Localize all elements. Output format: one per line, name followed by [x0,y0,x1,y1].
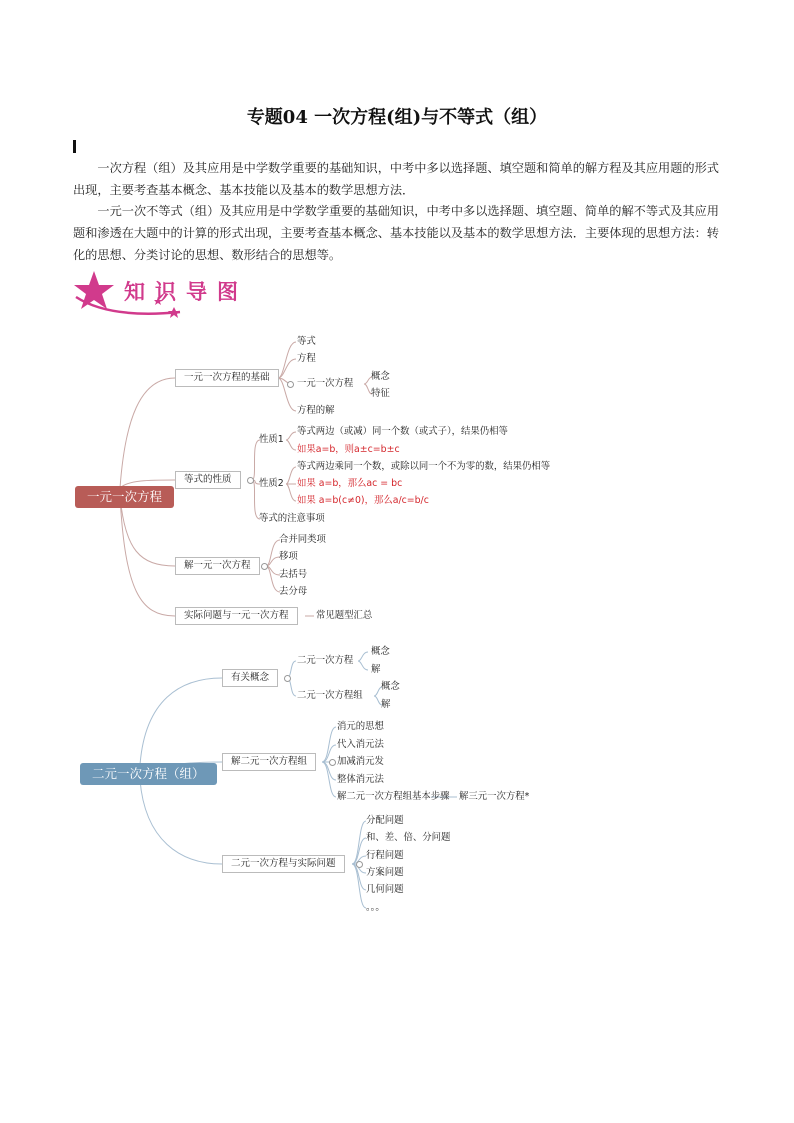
node-property-1: 性质1 [259,434,284,445]
node-concept: 概念 [371,646,390,657]
node-property-2-formula-1: 如果 a=b，那么ac = bc [297,478,403,489]
node-whole-elimination: 整体消元法 [337,774,384,785]
collapse-toggle[interactable] [329,759,336,766]
branch-linear-basics: 一元一次方程的基础 [175,369,279,387]
node-distribution: 分配问题 [366,815,404,826]
node-feature: 特征 [371,388,390,399]
node-basic-steps: 解二元一次方程组基本步骤 [337,791,450,802]
intro-paragraph-2: 一元一次不等式（组）及其应用是中学数学重要的基础知识，中考中多以选择题、填空题、简单的解不等式及其应用题和渗透在大题中的计算的形式出现，主要考查基本概念、基本技能以及基本的数学思想方法．主要体现的思想方法：转化的思想、分类讨论的思想、数形结合的思想等。 [73,204,719,262]
node-equality: 等式 [297,336,316,347]
node-property-1-formula: 如果a=b，则a±c=b±c [297,444,400,455]
node-property-2-text: 等式两边乘同一个数，或除以同一个不为零的数，结果仍相等 [297,461,551,472]
node-elimination-idea: 消元的思想 [337,721,384,732]
node-remove-denominator: 去分母 [279,586,308,597]
node-binary-equation: 二元一次方程 [297,655,354,666]
node-addition-elimination: 加减消元发 [337,756,384,767]
node-solution: 方程的解 [297,405,335,416]
branch-binary-applied: 二元一次方程与实际问题 [222,855,345,873]
branch-applied-problems: 实际问题与一元一次方程 [175,607,298,625]
intro-paragraph-1: 一次方程（组）及其应用是中学数学重要的基础知识，中考中多以选择题、填空题和简单的解方程及其应用题的形式出现，主要考查基本概念、基本技能以及基本的数学思想方法． [73,161,719,197]
branch-related-concepts: 有关概念 [222,669,278,687]
node-binary-system: 二元一次方程组 [297,690,363,701]
collapse-toggle[interactable] [356,861,363,868]
node-equality-notes: 等式的注意事项 [259,513,325,524]
node-linear-equation: 一元一次方程 [297,378,354,389]
page-title: 专题04 一次方程(组)与不等式（组） [246,107,548,128]
node-property-2: 性质2 [259,478,284,489]
collapse-toggle[interactable] [247,477,254,484]
node-property-1-text: 等式两边（或减）同一个数（或式子），结果仍相等 [297,426,508,437]
branch-solve-linear: 解一元一次方程 [175,557,260,575]
node-transpose: 移项 [279,551,298,562]
node-sum-diff: 和、差、倍、分问题 [366,832,451,843]
node-common-types: 常见题型汇总 [316,610,373,621]
node-geometry: 几何问题 [366,884,404,895]
collapse-toggle[interactable] [284,675,291,682]
node-ternary-equation: 解三元一次方程* [459,791,530,802]
node-concept: 概念 [381,681,400,692]
node-etc: 。。。 [366,902,385,913]
node-property-2-formula-2: 如果 a=b(c≠0)，那么a/c=b/c [297,495,429,506]
mindmap-root-binary-equation: 二元一次方程（组） [80,763,217,785]
collapse-toggle[interactable] [287,381,294,388]
node-travel: 行程问题 [366,850,404,861]
node-solution: 解 [381,699,391,710]
collapse-toggle[interactable] [261,563,268,570]
node-solution: 解 [371,664,381,675]
node-remove-brackets: 去括号 [279,569,308,580]
node-substitution: 代入消元法 [337,739,384,750]
mindmap-root-linear-equation: 一元一次方程 [75,486,174,508]
banner-title: 知识导图 [124,280,248,304]
branch-equality-properties: 等式的性质 [175,471,241,489]
node-combine-terms: 合并同类项 [279,534,326,545]
node-concept: 概念 [371,371,390,382]
branch-solve-binary-system: 解二元一次方程组 [222,753,316,771]
node-plan: 方案问题 [366,867,404,878]
node-equation: 方程 [297,353,316,364]
